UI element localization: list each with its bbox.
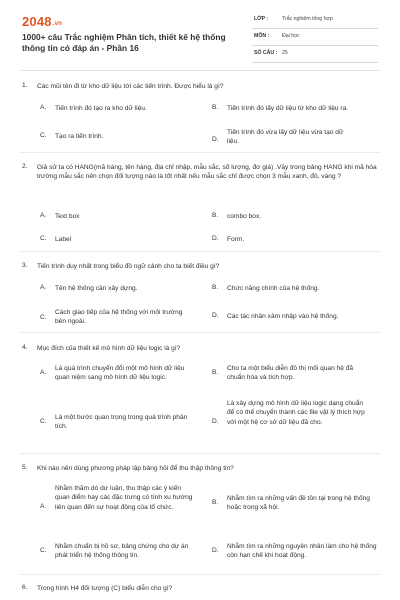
option-text: Tên hệ thống cần xây dựng. [55, 285, 138, 292]
option-letter: A. [40, 503, 47, 510]
option-letter: B. [212, 104, 219, 111]
meta-row-count [252, 46, 378, 63]
option-text: Form. [227, 236, 245, 243]
option-letter: D. [212, 418, 219, 425]
question-text: Khi nào nên dùng phương pháp lập bảng hỏi để thu thập thông tin? [37, 465, 234, 472]
option-text: Cách giao tiếp của hệ thống với môi trường bên ngoài. [55, 309, 183, 326]
site-logo[interactable] [22, 14, 62, 29]
option-text: Label [55, 236, 72, 243]
meta-table [252, 12, 378, 63]
option-letter: C. [40, 314, 47, 321]
question-number: 3. [22, 262, 28, 269]
meta-value: Trắc nghiệm tổng hợp [282, 16, 333, 22]
option-letter: A. [40, 369, 47, 376]
option-text: Tiến trình đó tạo ra kho dữ liệu. [55, 105, 147, 112]
question-number: 1. [22, 82, 28, 89]
divider [20, 332, 380, 333]
option-text: Là một bước quan trọng trong quá trình phân tích. [55, 414, 188, 431]
option-letter: C. [40, 418, 47, 425]
meta-value: 25 [282, 50, 288, 56]
header [0, 0, 400, 70]
question-text: Mục đích của thiết kế mô hình dữ liệu logic là gì? [37, 345, 181, 352]
option-letter: D. [212, 136, 219, 143]
option-text: Là xây dựng mô hình dữ liệu logic dạng chuẩn để có thể chuyển thành các file vật lý thích hợp với một hệ cơ sở dữ liệu đã cho. [227, 400, 365, 426]
option-text: combo box. [227, 213, 262, 220]
option-letter: D. [212, 235, 219, 242]
option-letter: A. [40, 212, 47, 219]
option-text: Là quá trình chuyển đổi một mô hình dữ liệu quan niệm sang mô hình dữ liệu logic. [55, 365, 185, 382]
divider [20, 574, 380, 575]
option-letter: D. [212, 312, 219, 319]
logo-suffix: .vn [52, 21, 63, 27]
option-letter: C. [40, 547, 47, 554]
header-divider [20, 70, 380, 71]
divider [20, 453, 380, 454]
option-text: Cho ta một biểu diễn đồ thị mối quan hệ đã chuẩn hóa và tích hợp. [227, 365, 354, 382]
option-text: Chức năng chính của hệ thống. [227, 285, 320, 292]
option-text: Nhằm thăm dò dư luận, thu thập các ý kiến quan điểm hay các đặc trưng có tính xu hướng liên quan đến sự hoạt động của tổ chức. [55, 485, 193, 511]
option-text: Các tác nhân xâm nhập vào hệ thống. [227, 313, 339, 320]
option-letter: B. [212, 284, 219, 291]
option-letter: A. [40, 104, 47, 111]
question-number: 6. [22, 584, 28, 591]
option-letter: C. [40, 235, 47, 242]
meta-row-subject [252, 29, 378, 46]
question-number: 4. [22, 344, 28, 351]
divider [20, 152, 380, 153]
option-text: Text box [55, 213, 80, 220]
option-text: Tiến trình đó lấy dữ liệu từ kho dữ liệu ra. [227, 105, 349, 112]
option-text: Nhằm chuẩn bị hồ sơ, bảng chứng cho dự án phát triển hệ thống thông tin. [55, 543, 189, 560]
question-text: Các mũi tên đi từ kho dữ liệu tới các tiến trình. Được hiểu là gì? [37, 83, 224, 90]
option-text: Nhằm tìm ra những nguyên nhân làm cho hệ thống còn hạn chế khi hoạt động. [227, 543, 377, 560]
meta-key: LỚP : [254, 16, 269, 22]
option-letter: D. [212, 547, 219, 554]
option-letter: C. [40, 132, 47, 139]
question-number: 2. [22, 163, 28, 170]
document-title: 1000+ câu Trắc nghiệm Phân tích, thiết kế hệ thống thông tin có đáp án - Phần 16 [22, 32, 226, 53]
meta-key: MÔN : [254, 33, 270, 39]
option-text: Tạo ra tiến trình. [55, 133, 104, 140]
question-number: 5. [22, 464, 28, 471]
option-letter: B. [212, 369, 219, 376]
option-text: Tiến trình đó vừa lấy dữ liệu vừa tạo dữ liệu. [227, 129, 344, 146]
option-letter: B. [212, 212, 219, 219]
option-text: Nhằm tìm ra những vấn đề tồn tại trong hệ thống hoặc trong xã hội. [227, 495, 370, 512]
option-letter: B. [212, 499, 219, 506]
meta-key: SỐ CÂU : [254, 50, 278, 56]
question-text: Trong hình H4 đối tượng (C) biểu diễn cho gì? [37, 585, 173, 592]
meta-value: Đại học [282, 33, 300, 39]
option-letter: A. [40, 284, 47, 291]
question-text: Giả sử ta có HANG(mã hàng, tên hàng, địa chỉ nhập, mẫu sắc, số lượng, đơ giá) .Vậy trong bảng HANG khi mã hóa trường mẫu sắc nên chọn đối tượng nào là tốt nhất nếu mẫu sắc chỉ được chọn 3 mẫu xanh, đỏ, vàng ? [37, 164, 377, 181]
question-text: Tiến trình duy nhất trong biểu đồ ngữ cảnh cho ta biết điều gì? [37, 263, 220, 270]
meta-row-class [252, 12, 378, 29]
divider [20, 251, 380, 252]
logo-brand: 2048 [22, 14, 52, 29]
